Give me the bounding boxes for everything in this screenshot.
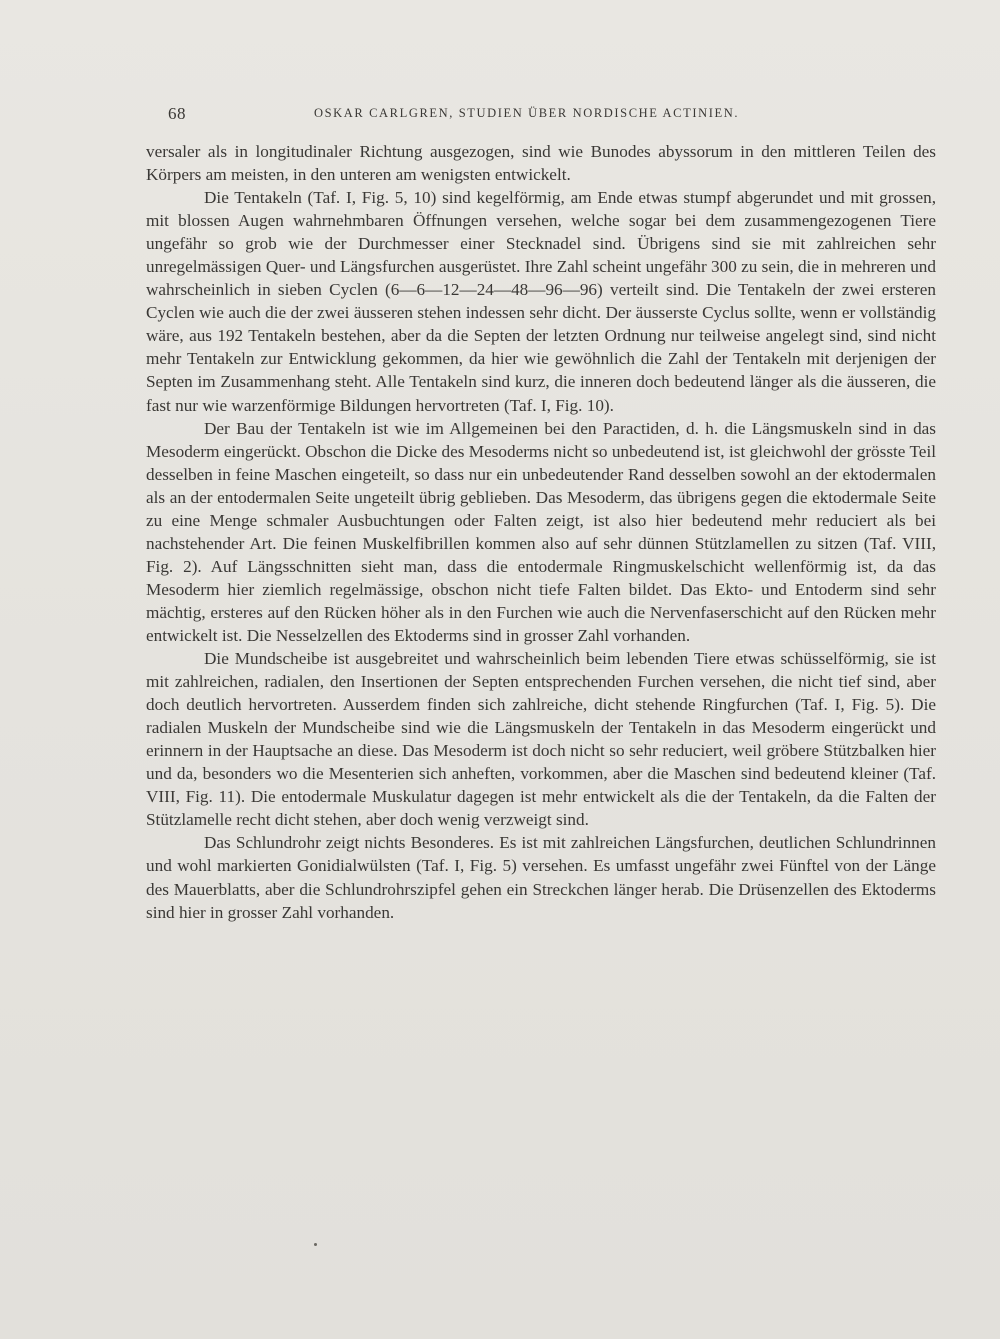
- paragraph-tentakeln: Die Tentakeln (Taf. I, Fig. 5, 10) sind kegelförmig, am Ende etwas stumpf abgerundet und mit grossen, mit blossen Augen wahrnehmbaren Öffnungen versehen, welche sogar bei dem zusammengezogenen Tiere ungefähr so grob wie der Durchmesser einer Stecknadel sind. Übrigens sind sie mit zahlreichen sehr unregelmässigen Quer- und Längsfurchen ausgerüstet. Ihre Zahl scheint ungefähr 300 zu sein, die in mehreren und wahrscheinlich in sieben Cyclen (6—6—12—24—48—96—96) verteilt sind. Die Tentakeln der zwei ersteren Cyclen wie auch die der zwei äusseren stehen indessen sehr dicht. Der äusserste Cyclus sollte, wenn er vollständig wäre, aus 192 Tentakeln bestehen, aber da die Septen der letzten Ordnung nur teilweise angelegt sind, sind nicht mehr Tentakeln zur Entwicklung gekommen, da hier wie gewöhnlich die Zahl der Tentakeln mit derjenigen der Septen im Zusammenhang steht. Alle Tentakeln sind kurz, die inneren doch bedeutend länger als die äusseren, die fast nur wie warzenförmige Bildungen hervortreten (Taf. I, Fig. 10).: [146, 188, 936, 415]
- paragraph-continuation: versaler als in longitudinaler Richtung ausgezogen, sind wie Bunodes abyssorum in den mittleren Teilen des Körpers am meisten, in den unteren am wenigsten entwickelt.: [146, 142, 936, 185]
- paragraph-mundscheibe: Die Mundscheibe ist ausgebreitet und wahrscheinlich beim lebenden Tiere etwas schüsselförmig, sie ist mit zahlreichen, radialen, den Insertionen der Septen entsprechenden Furchen versehen, die nicht tief sind, aber doch deutlich hervortreten. Ausserdem finden sich zahlreiche, dicht stehende Ringfurchen (Taf. I, Fig. 5). Die radialen Muskeln der Mundscheibe sind wie die Längsmuskeln der Tentakeln in das Mesoderm eingerückt und erinnern in der Hauptsache an diese. Das Mesoderm ist doch nicht so sehr reduciert, weil gröbere Stützbalken hier und da, besonders wo die Mesenterien sich anheften, vorkommen, aber die Maschen sind bedeutend kleiner (Taf. VIII, Fig. 11). Die entodermale Muskulatur dagegen ist mehr entwickelt als die der Tentakeln, da die Falten der Stützlamelle recht dicht stehen, aber doch wenig verzweigt sind.: [146, 649, 936, 830]
- paragraph-bau-der-tentakeln: Der Bau der Tentakeln ist wie im Allgemeinen bei den Paractiden, d. h. die Längsmuskeln sind in das Mesoderm eingerückt. Obschon die Dicke des Mesoderms nicht so unbedeutend ist, ist gleichwohl der grösste Teil desselben in feine Maschen eingeteilt, so dass nur ein unbedeutender Rand desselben sowohl an der ektodermalen als an der entodermalen Seite ungeteilt übrig geblieben. Das Mesoderm, das übrigens gegen die ektodermale Seite zu eine Menge schmaler Ausbuchtungen oder Falten zeigt, ist also hier bedeutend mehr reduciert als bei nachstehender Art. Die feinen Muskelfibrillen kommen also auf sehr dünnen Stützlamellen zu sitzen (Taf. VIII, Fig. 2). Auf Längsschnitten sieht man, dass die entodermale Ringmuskelschicht wellenförmig ist, da das Mesoderm hier ziemlich regelmässige, obschon nicht tiefe Falten bildet. Das Ekto- und Entoderm sind sehr mächtig, ersteres auf den Rücken höher als in den Furchen wie auch die Nervenfaserschicht auf den Rücken mehr entwickelt ist. Die Nesselzellen des Ektoderms sind in grosser Zahl vorhanden.: [146, 418, 936, 645]
- page-number: 68: [168, 104, 186, 123]
- paragraph-schlundrohr: Das Schlundrohr zeigt nichts Besonderes. Es ist mit zahlreichen Längsfurchen, deutlichen Schlundrinnen und wohl markierten Gonidialwülsten (Taf. I, Fig. 5) versehen. Es umfasst ungefähr zwei Fünftel von der Länge des Mauerblatts, aber die Schlundrohrszipfel gehen ein Streckchen länger herab. Die Drüsenzellen des Ektoderms sind hier in grosser Zahl vorhanden.: [146, 833, 936, 922]
- ink-speck: [314, 1243, 317, 1246]
- running-head: OSKAR CARLGREN, STUDIEN ÜBER NORDISCHE ACTINIEN.: [314, 106, 740, 120]
- body-text: [146, 140, 936, 924]
- page-header: [168, 104, 888, 130]
